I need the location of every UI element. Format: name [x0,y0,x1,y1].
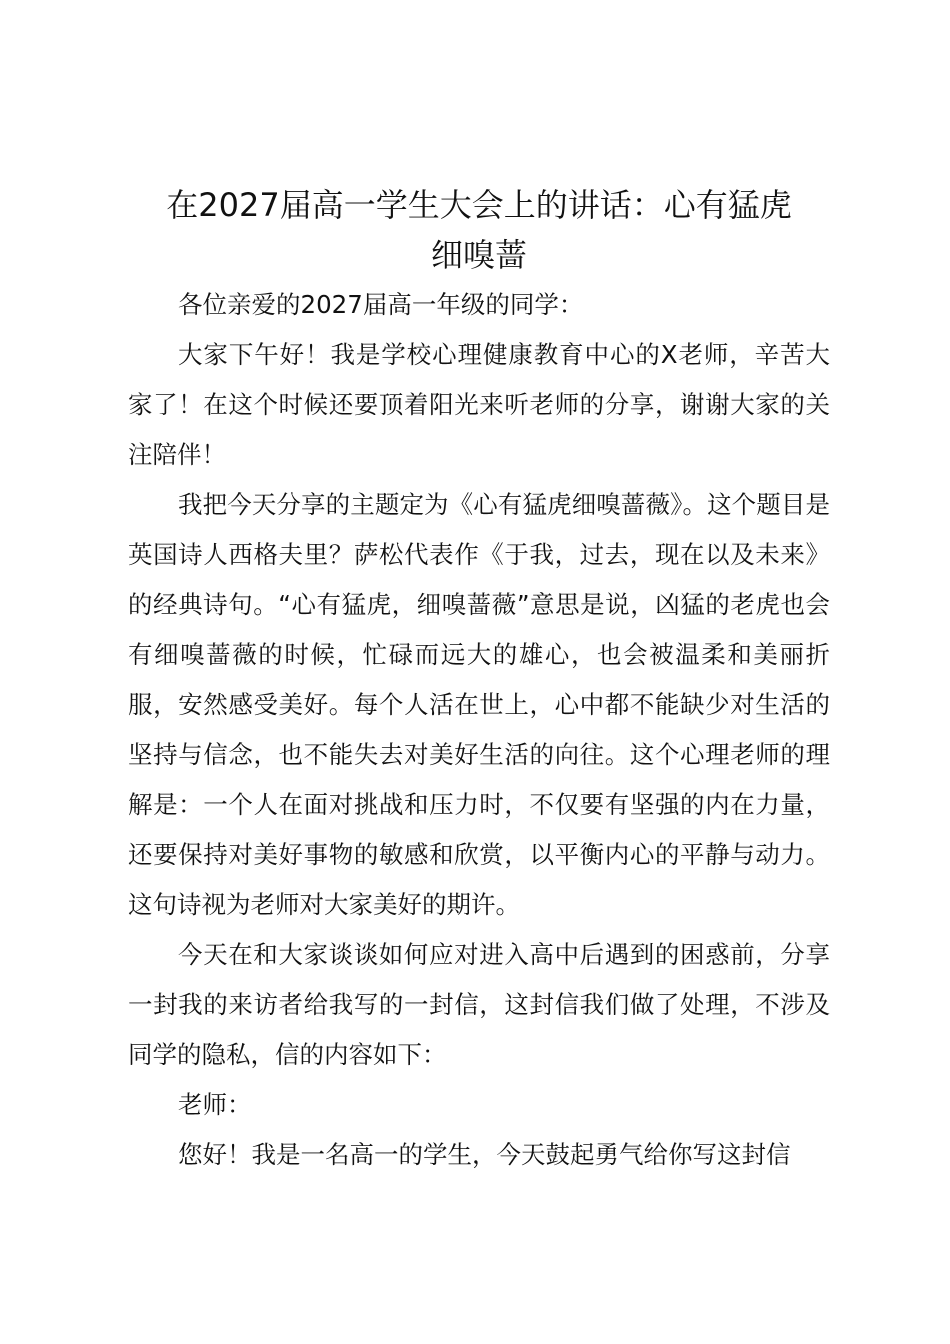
title-line-2: 细嗅蔷 [430,236,527,274]
paragraph-greeting: 大家下午好！我是学校心理健康教育中心的X老师，辛苦大家了！在这个时候还要顶着阳光来听老师的分享，谢谢大家的关注陪伴！ [128,340,830,469]
letter-salutation: 老师： [178,1090,252,1119]
salutation: 各位亲爱的2027届高一年级的同学： [178,290,584,319]
title-line-1: 在2027届高一学生大会上的讲话：心有猛虎 [166,186,792,224]
document-body [128,280,830,1180]
document-title [128,180,830,280]
paragraph-letter-intro: 今天在和大家谈谈如何应对进入高中后遇到的困惑前，分享一封我的来访者给我写的一封信，这封信我们做了处理，不涉及同学的隐私，信的内容如下： [128,940,830,1069]
letter-opening: 您好！我是一名高一的学生，今天鼓起勇气给你写这封信 [178,1140,791,1169]
document-page [128,0,830,1344]
paragraph-theme: 我把今天分享的主题定为《心有猛虎细嗅蔷薇》。这个题目是英国诗人西格夫里？萨松代表作《于我，过去，现在以及未来》的经典诗句。“心有猛虎，细嗅蔷薇”意思是说，凶猛的老虎也会有细嗅蔷薇的时候，忙碌而远大的雄心，也会被温柔和美丽折服，安然感受美好。每个人活在世上，心中都不能缺少对生活的坚持与信念，也不能失去对美好生活的向往。这个心理老师的理解是：一个人在面对挑战和压力时，不仅要有坚强的内在力量，还要保持对美好事物的敏感和欣赏，以平衡内心的平静与动力。这句诗视为老师对大家美好的期许。 [128,490,830,919]
